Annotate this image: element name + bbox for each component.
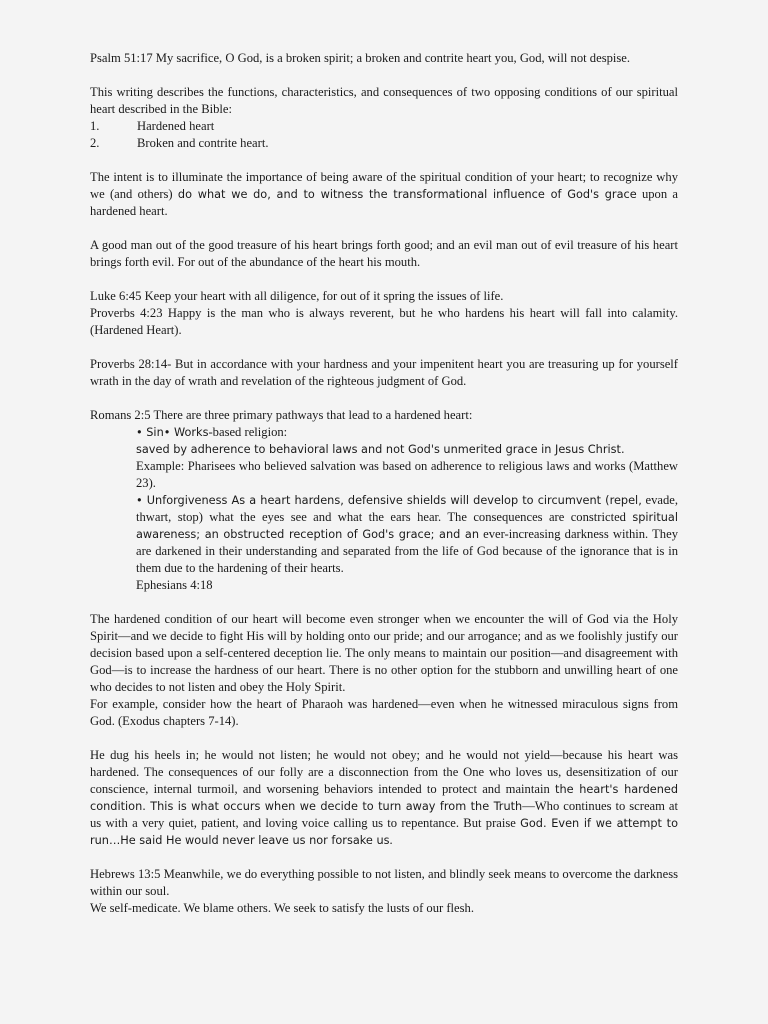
pathway-text-end: ever-increasing darkness within. They are darkened in their understanding and separated from the life of God because of the ignorance that is in them due to the hardening of their hearts. [136,527,678,575]
proverbs-28-verse: Proverbs 28:14- But in accordance with your hardness and your impenitent heart you are treasuring up for yourself wrath in the day of wrath and revelation of the righteous judgment of God. [90,357,678,388]
pharaoh-paragraph: For example, consider how the heart of Pharaoh was hardened—even when he witnessed miraculous signs from God. (Exodus chapters 7-14). [90,697,678,728]
pathway-sin-works [136,424,678,441]
list-text: Broken and contrite heart. [137,136,269,150]
intent-paragraph [90,169,678,220]
heels-highlight: the heart's hardened condition. This is what occurs when we decide to turn away from the Truth [90,783,679,813]
pathways-list [90,424,678,594]
spacer [90,67,678,84]
good-man-paragraph: A good man out of the good treasure of his heart brings forth good; and an evil man out of evil treasure of his heart brings forth evil. For out of the abundance of the heart his mouth. [90,238,678,269]
heels-text-mid: —Who continues to scream at us with a very quiet, patient, and loving voice calling us to repentance. But praise [90,799,678,830]
list-item [90,135,678,152]
proverbs-4-verse: Proverbs 4:23 Happy is the man who is always reverent, but he who hardens his heart will fall into calamity. (Hardened Heart). [90,306,678,337]
intent-highlight: do what we do, and to witness the transformational influence of God's grace [177,188,637,201]
romans-verse: Romans 2:5 There are three primary pathways that lead to a hardened heart: [90,408,473,422]
luke-verse: Luke 6:45 Keep your heart with all diligence, for out of it spring the issues of life. [90,289,504,303]
spacer [90,152,678,169]
pathway-example: Example: Pharisees who believed salvation was based on adherence to religious laws and works (Matthew 23). [136,459,678,490]
psalm-verse: Psalm 51:17 My sacrifice, O God, is a broken spirit; a broken and contrite heart you, God, will not despise. [90,51,631,65]
list-text: Hardened heart [137,119,215,133]
pathway-label: • Sin• Works [136,426,209,439]
pathway-unforgiveness [136,492,678,577]
hardened-paragraph: The hardened condition of our heart will become even stronger when we encounter the will of God via the Holy Spirit—and we decide to fight His will by holding onto our pride; and our arrogance; and as we foolishly justify our decision based upon a self-centered deception lie. The only means to maintain our position—and disagreement with God—is to increase the hardness of our heart. There is no other option for the stubborn and unwilling heart of one who decides to not listen and obey the Holy Spirit. [90,612,678,694]
pathway-description: saved by adherence to behavioral laws and not God's unmerited grace in Jesus Christ. [136,443,625,456]
ephesians-ref: Ephesians 4:18 [136,578,213,592]
spacer [90,730,678,747]
pathway-title: -based religion: [208,425,288,439]
pathway-label: • Unforgiveness As a heart hardens, defensive shields will develop to circumvent (repel, [136,494,642,507]
heels-period: . [389,833,393,847]
pathway-highlight: spiritual awareness; an obstructed reception of God's grace; and an [136,511,678,541]
list-number: 2. [90,136,100,150]
list-number: 1. [90,119,100,133]
spacer [90,390,678,407]
heels-highlight-end: God. Even if we attempt to run…He said He would never leave us nor forsake us [90,817,678,847]
pathway-text: evade, thwart, stop) what the eyes see and what the ears hear. The consequences are constricted [136,493,678,524]
spacer [90,849,678,866]
spacer [90,594,678,611]
heels-text: He dug his heels in; he would not listen; he would not obey; and he would not yield—because his heart was hardened. The consequences of our folly are a disconnection from the One who loves us, desensitization of our conscience, internal turmoil, and worsening behaviors intended to protect and maintain [90,748,678,796]
hebrews-paragraph: Hebrews 13:5 Meanwhile, we do everything possible to not listen, and blindly seek means to overcome the darkness within our soul. [90,867,678,898]
spacer [90,220,678,237]
intent-text: The intent is to illuminate the importance of being aware of the spiritual condition of your heart; to recognize why we (and others) [90,170,678,201]
intent-end: upon a hardened heart. [90,187,679,218]
spacer [90,339,678,356]
spacer [90,271,678,288]
list-item [90,118,678,135]
heels-paragraph [90,747,678,849]
self-medicate-line: We self-medicate. We blame others. We seek to satisfy the lusts of our flesh. [90,901,474,915]
intro-paragraph: This writing describes the functions, characteristics, and consequences of two opposing conditions of our spiritual heart described in the Bible: [90,85,678,116]
